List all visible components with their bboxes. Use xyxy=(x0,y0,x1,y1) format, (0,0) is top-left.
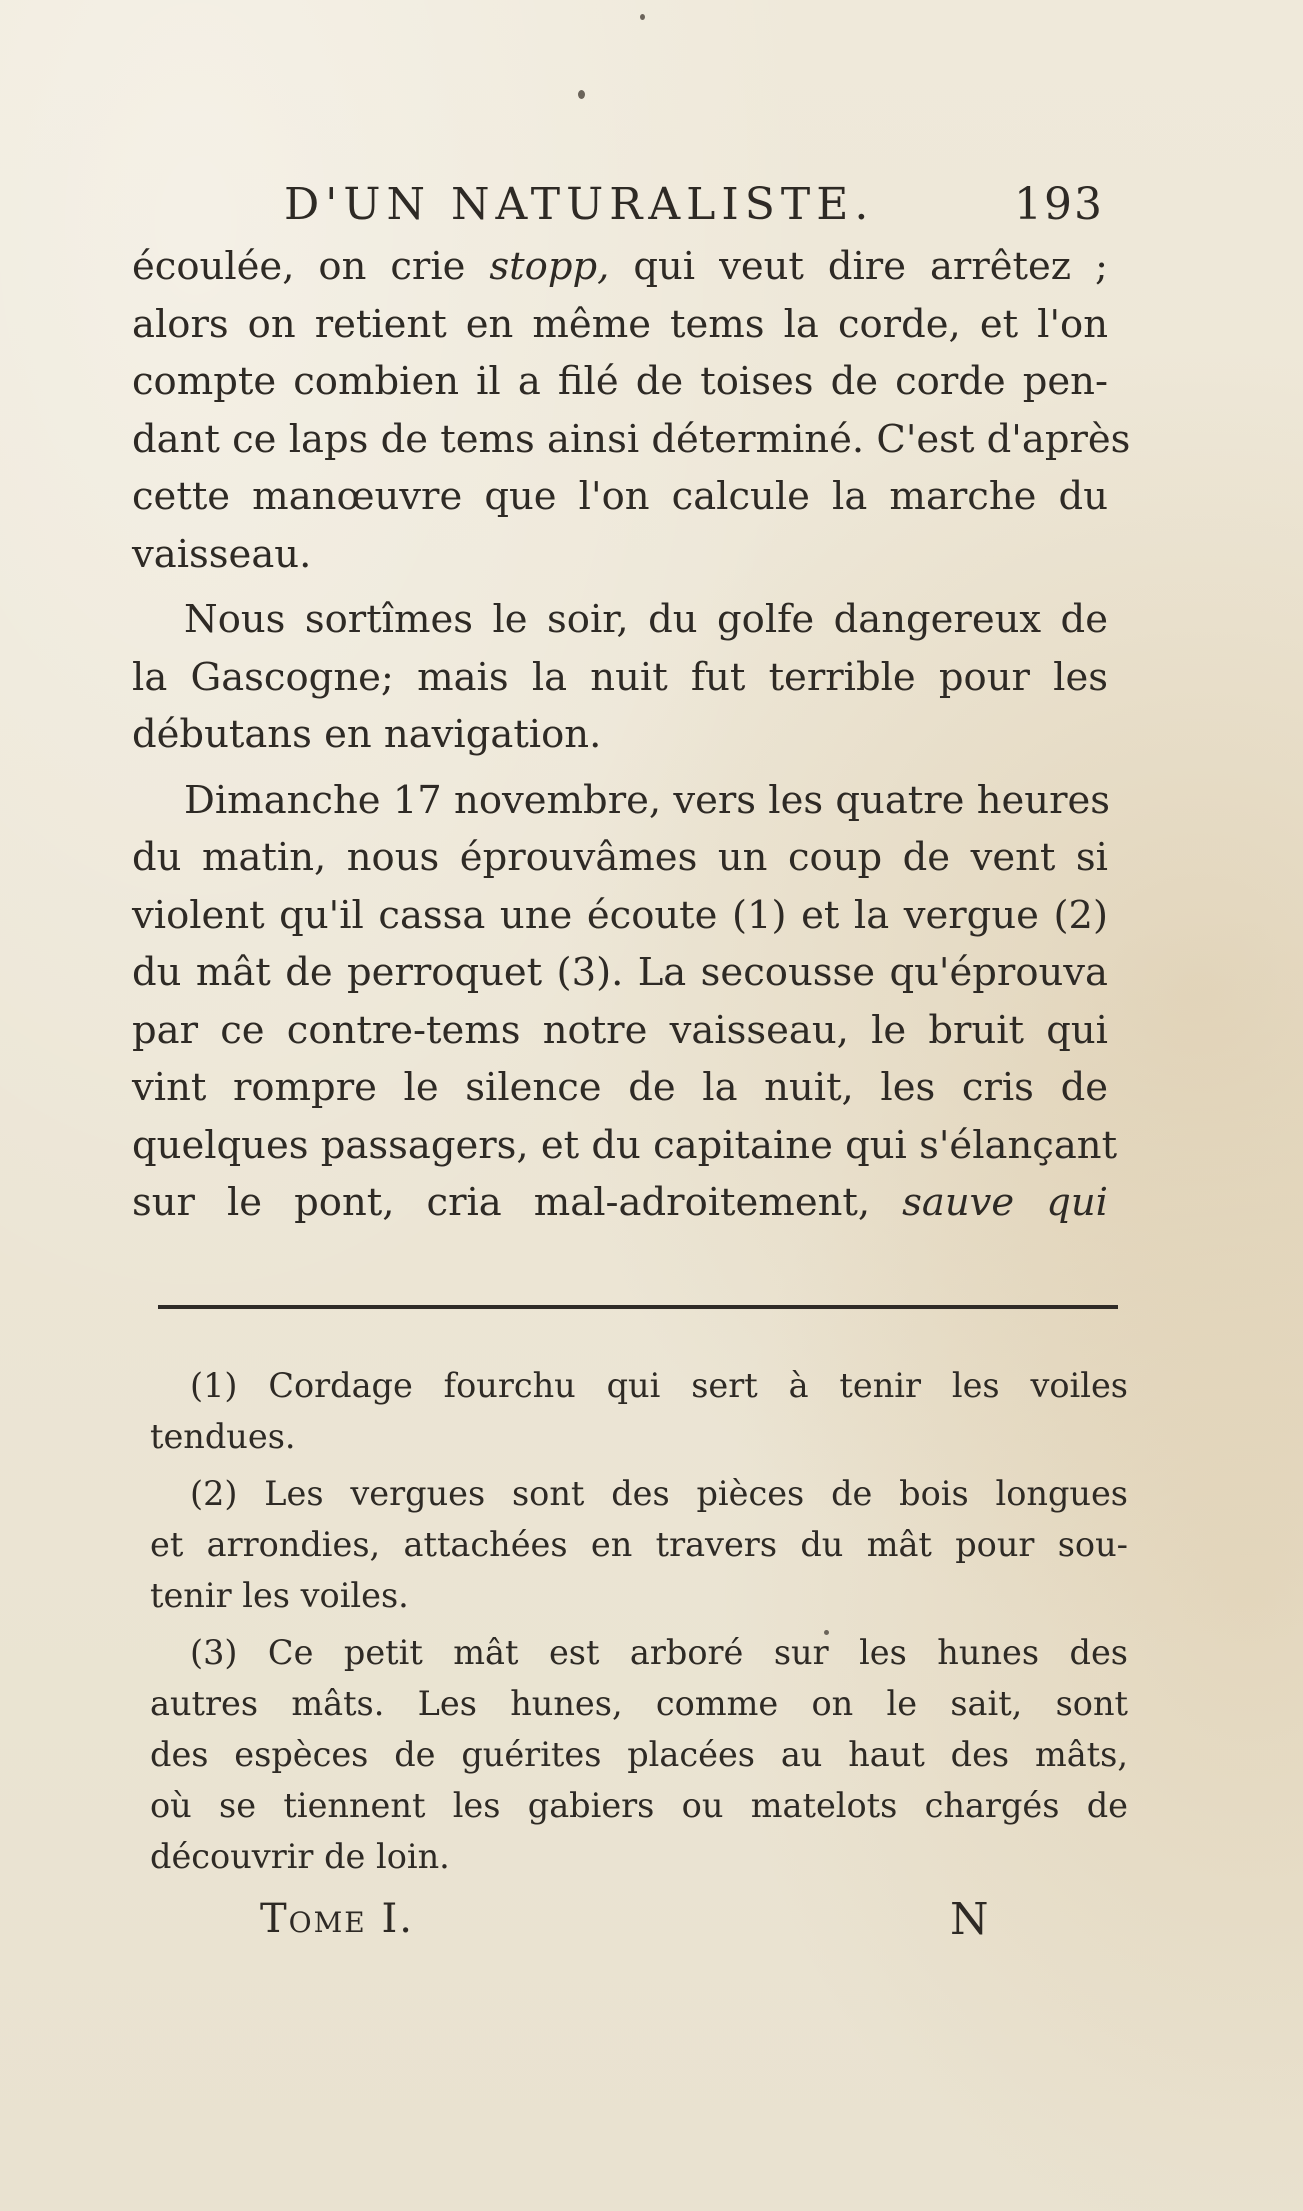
text-line: Nous sortîmes le soir, du golfe dangereux de xyxy=(184,597,1108,642)
text-line: quelques passagers, et du capitaine qui s'élançant xyxy=(132,1122,1118,1168)
footnote-line: découvrir de loin. xyxy=(150,1837,450,1876)
text-line: dant ce laps de tems ainsi déterminé. C'est d'après xyxy=(132,416,1131,462)
text-line: cette manœuvre que l'on calcule la marche du xyxy=(132,474,1108,519)
footnote-line: (3) Ce petit mât est arboré sur les hunes des xyxy=(190,1633,1128,1672)
text-line: par ce contre-tems notre vaisseau, le bruit qui xyxy=(132,1007,1108,1053)
text-line: sur le pont, cria mal-adroitement, sauve qui xyxy=(132,1180,1108,1225)
text-line: du mât de perroquet (3). La secousse qu'éprouva xyxy=(132,950,1108,995)
footnote-rule xyxy=(158,1305,1118,1309)
text-line: alors on retient en même tems la corde, et l'on xyxy=(132,301,1108,347)
text-line: Dimanche 17 novembre, vers les quatre heures xyxy=(184,777,1111,823)
running-header xyxy=(284,178,1104,232)
ink-speck xyxy=(640,14,645,20)
page-number: 193 xyxy=(1014,179,1104,230)
ink-speck xyxy=(578,90,585,99)
main-text xyxy=(132,238,1131,1232)
italic-term: sauve qui xyxy=(902,1180,1108,1225)
footnote-line: et arrondies, attachées en travers du mât pour sou- xyxy=(150,1525,1128,1564)
footnotes xyxy=(150,1360,1128,1882)
footnote-line: autres mâts. Les hunes, comme on le sait, sont xyxy=(150,1684,1128,1723)
text-line: compte combien il a filé de toises de corde pen- xyxy=(132,359,1108,404)
signature-mark: N xyxy=(950,1894,989,1945)
footnote-line: (2) Les vergues sont des pièces de bois longues xyxy=(190,1474,1128,1513)
footnote-line: tenir les voiles. xyxy=(150,1576,409,1615)
text-line: vaisseau. xyxy=(132,531,312,577)
text-line: vint rompre le silence de la nuit, les cris de xyxy=(132,1065,1108,1110)
volume-label: Tome I. xyxy=(260,1896,414,1942)
running-title: D'UN NATURALISTE. xyxy=(284,179,875,230)
footnote-line: (1) Cordage fourchu qui sert à tenir les voiles xyxy=(190,1366,1128,1405)
text-line: écoulée, on crie stopp, qui veut dire arrêtez ; xyxy=(132,244,1108,289)
footnote-line: des espèces de guérites placées au haut des mâts, xyxy=(150,1735,1128,1774)
italic-term: stopp, xyxy=(489,244,610,289)
footnote-line: tendues. xyxy=(150,1417,296,1456)
text-line: violent qu'il cassa une écoute (1) et la vergue (2) xyxy=(132,892,1108,938)
footnote-line: où se tiennent les gabiers ou matelots chargés de xyxy=(150,1786,1128,1825)
text-line: débutans en navigation. xyxy=(132,712,602,757)
text-line: la Gascogne; mais la nuit fut terrible pour les xyxy=(132,654,1108,700)
text-line: du matin, nous éprouvâmes un coup de vent si xyxy=(132,835,1108,880)
